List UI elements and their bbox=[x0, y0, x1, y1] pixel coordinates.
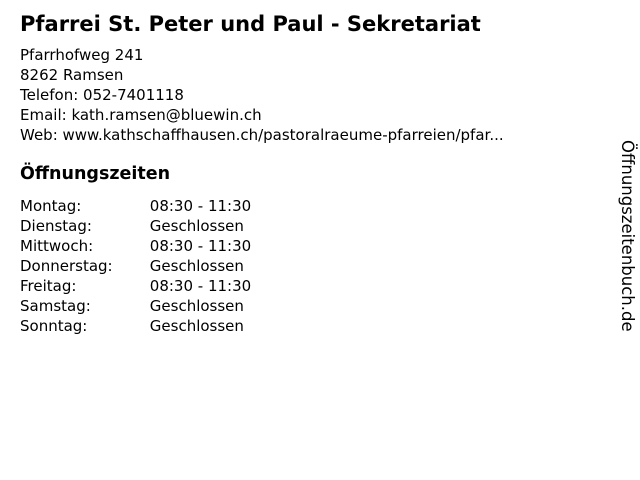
hours-day-label: Montag: bbox=[20, 197, 82, 215]
hours-day-label: Dienstag: bbox=[20, 217, 92, 235]
contact-block bbox=[20, 45, 600, 145]
page-title: Pfarrei St. Peter und Paul - Sekretariat bbox=[20, 12, 481, 36]
hours-day-label: Samstag: bbox=[20, 297, 91, 315]
hours-row bbox=[20, 276, 600, 296]
hours-day-label: Sonntag: bbox=[20, 317, 88, 335]
hours-day-label: Donnerstag: bbox=[20, 257, 113, 275]
hours-time-value: 08:30 - 11:30 bbox=[149, 237, 252, 255]
hours-row bbox=[20, 216, 600, 236]
hours-time-value: Geschlossen bbox=[149, 317, 244, 335]
address-city: 8262 Ramsen bbox=[20, 66, 124, 84]
hours-row bbox=[20, 196, 600, 216]
hours-time-value: 08:30 - 11:30 bbox=[149, 277, 252, 295]
hours-row bbox=[20, 256, 600, 276]
web-line: Web: www.kathschaffhausen.ch/pastoralraeume-pfarreien/pfar... bbox=[20, 126, 504, 144]
opening-hours-table bbox=[20, 196, 600, 336]
phone-line: Telefon: 052-7401118 bbox=[20, 86, 184, 104]
email-line: Email: kath.ramsen@bluewin.ch bbox=[20, 106, 262, 124]
hours-row bbox=[20, 296, 600, 316]
hours-time-value: Geschlossen bbox=[149, 217, 244, 235]
hours-day-label: Mittwoch: bbox=[20, 237, 94, 255]
hours-time-value: 08:30 - 11:30 bbox=[149, 197, 252, 215]
hours-row bbox=[20, 236, 600, 256]
hours-row bbox=[20, 316, 600, 336]
hours-day-label: Freitag: bbox=[20, 277, 77, 295]
opening-hours-heading: Öffnungszeiten bbox=[20, 164, 171, 184]
address-street: Pfarrhofweg 241 bbox=[20, 46, 144, 64]
hours-time-value: Geschlossen bbox=[149, 257, 244, 275]
branding-vertical-label[interactable]: Öffnungszeitenbuch.de bbox=[618, 140, 637, 332]
hours-time-value: Geschlossen bbox=[149, 297, 244, 315]
